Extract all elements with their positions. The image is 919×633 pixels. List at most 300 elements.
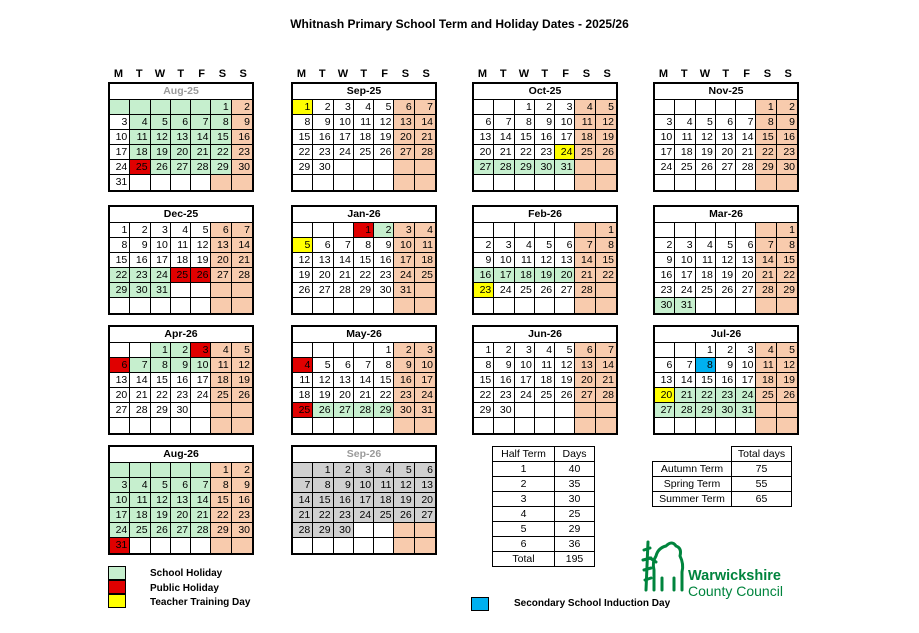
day-cell: 19 (232, 373, 252, 388)
day-cell: 12 (777, 358, 797, 373)
empty-day-cell (575, 418, 595, 433)
day-cell: 23 (716, 388, 736, 403)
empty-day-cell (293, 343, 313, 358)
day-cell: 16 (777, 130, 797, 145)
day-cell: 8 (756, 115, 776, 130)
day-of-week-label: F (743, 68, 750, 80)
day-cell: 3 (736, 343, 756, 358)
blank-cell (653, 447, 732, 462)
total-value: 195 (555, 552, 595, 567)
empty-day-cell (110, 343, 130, 358)
day-cell: 22 (596, 268, 616, 283)
half-term-cell: 2 (493, 477, 555, 492)
day-cell: 7 (415, 100, 435, 115)
day-cell: 28 (736, 160, 756, 175)
day-of-week-label: S (401, 68, 410, 80)
teacher-training-label: Teacher Training Day (150, 597, 251, 608)
empty-day-cell (474, 223, 494, 238)
day-cell: 27 (474, 160, 494, 175)
empty-day-cell (515, 223, 535, 238)
day-cell: 3 (515, 343, 535, 358)
day-cell: 6 (736, 238, 756, 253)
bear-and-ragged-staff-icon (640, 536, 688, 594)
induction-label: Secondary School Induction Day (514, 598, 671, 609)
day-cell: 26 (535, 283, 555, 298)
day-cell: 1 (474, 343, 494, 358)
day-cell: 19 (394, 493, 414, 508)
day-cell: 28 (415, 145, 435, 160)
term-days-cell: 75 (732, 462, 792, 477)
day-cell: 25 (535, 388, 555, 403)
day-cell: 10 (354, 478, 374, 493)
day-cell: 12 (293, 253, 313, 268)
day-cell: 11 (171, 238, 191, 253)
day-of-week-label: T (177, 68, 185, 80)
day-cell: 5 (696, 115, 716, 130)
empty-day-cell (171, 283, 191, 298)
day-cell: 25 (130, 523, 150, 538)
empty-day-cell (130, 343, 150, 358)
day-cell: 17 (110, 508, 130, 523)
table-row (493, 537, 595, 552)
month-block (472, 82, 618, 192)
day-cell: 24 (494, 283, 514, 298)
day-cell: 30 (313, 160, 333, 175)
day-cell: 1 (211, 463, 231, 478)
month-title: Jul-26 (655, 327, 797, 343)
empty-day-cell (777, 175, 797, 190)
day-cell: 15 (293, 130, 313, 145)
day-cell: 24 (110, 523, 130, 538)
table-row (493, 507, 595, 522)
public-holiday-swatch (108, 580, 126, 594)
empty-day-cell (334, 223, 354, 238)
empty-day-cell (313, 418, 333, 433)
day-cell: 3 (151, 223, 171, 238)
month-block (653, 82, 799, 192)
day-of-week-label: F (562, 68, 569, 80)
day-cell: 22 (515, 145, 535, 160)
empty-day-cell (151, 100, 171, 115)
day-cell: 9 (232, 478, 252, 493)
day-cell: 17 (394, 253, 414, 268)
day-cell: 29 (777, 283, 797, 298)
day-cell: 19 (191, 253, 211, 268)
day-cell: 5 (151, 478, 171, 493)
empty-day-cell (171, 463, 191, 478)
day-cell: 30 (494, 403, 514, 418)
day-cell: 7 (494, 115, 514, 130)
day-cell: 18 (211, 373, 231, 388)
day-cell: 27 (394, 145, 414, 160)
day-cell: 4 (756, 343, 776, 358)
empty-day-cell (736, 175, 756, 190)
empty-day-cell (130, 538, 150, 553)
day-cell: 7 (293, 478, 313, 493)
day-cell: 18 (535, 373, 555, 388)
table-row (493, 462, 595, 477)
empty-day-cell (675, 418, 695, 433)
month-title: Feb-26 (474, 207, 616, 223)
day-cell: 1 (354, 223, 374, 238)
day-cell: 16 (655, 268, 675, 283)
day-cell: 2 (494, 343, 514, 358)
empty-day-cell (211, 418, 231, 433)
month-title: Jan-26 (293, 207, 435, 223)
day-cell: 31 (675, 298, 695, 313)
empty-day-cell (415, 175, 435, 190)
day-cell: 28 (354, 403, 374, 418)
day-cell: 27 (110, 403, 130, 418)
day-cell: 9 (474, 253, 494, 268)
empty-day-cell (334, 343, 354, 358)
empty-day-cell (515, 418, 535, 433)
empty-day-cell (555, 403, 575, 418)
day-cell: 29 (474, 403, 494, 418)
day-cell: 5 (151, 115, 171, 130)
day-cell: 12 (151, 493, 171, 508)
day-cell: 29 (313, 523, 333, 538)
empty-day-cell (535, 223, 555, 238)
empty-day-cell (555, 175, 575, 190)
day-cell: 23 (374, 268, 394, 283)
month-title: Aug-25 (110, 84, 252, 100)
day-cell: 7 (575, 238, 595, 253)
empty-day-cell (675, 223, 695, 238)
day-of-week-label: T (318, 68, 326, 80)
day-cell: 22 (354, 268, 374, 283)
empty-day-cell (232, 298, 252, 313)
day-cell: 14 (575, 253, 595, 268)
day-cell: 10 (110, 493, 130, 508)
empty-day-cell (151, 418, 171, 433)
day-cell: 12 (313, 373, 333, 388)
day-cell: 20 (313, 268, 333, 283)
month-title: Jun-26 (474, 327, 616, 343)
day-cell: 14 (736, 130, 756, 145)
day-cell: 25 (756, 388, 776, 403)
empty-day-cell (575, 175, 595, 190)
day-cell: 15 (696, 373, 716, 388)
day-cell: 30 (130, 283, 150, 298)
empty-day-cell (535, 298, 555, 313)
empty-day-cell (394, 160, 414, 175)
day-cell: 12 (555, 358, 575, 373)
logo-text-line2: County Council (688, 583, 783, 599)
day-cell: 20 (575, 373, 595, 388)
day-cell: 8 (211, 115, 231, 130)
day-cell: 24 (655, 160, 675, 175)
day-cell: 31 (110, 175, 130, 190)
empty-day-cell (655, 343, 675, 358)
day-cell: 13 (171, 493, 191, 508)
day-cell: 23 (313, 145, 333, 160)
day-cell: 15 (374, 373, 394, 388)
empty-day-cell (596, 160, 616, 175)
day-cell: 18 (675, 145, 695, 160)
day-of-week-label: T (722, 68, 730, 80)
day-cell: 15 (777, 253, 797, 268)
empty-day-cell (232, 283, 252, 298)
day-cell: 14 (494, 130, 514, 145)
day-cell: 17 (515, 373, 535, 388)
day-cell: 23 (655, 283, 675, 298)
day-cell: 3 (334, 100, 354, 115)
empty-day-cell (655, 418, 675, 433)
day-cell: 27 (313, 283, 333, 298)
day-cell: 16 (716, 373, 736, 388)
day-cell: 3 (191, 343, 211, 358)
total-days-table (652, 446, 792, 507)
logo-text-line1: Warwickshire (688, 568, 781, 584)
empty-day-cell (415, 538, 435, 553)
day-cell: 17 (555, 130, 575, 145)
day-cell: 11 (374, 478, 394, 493)
day-cell: 30 (232, 160, 252, 175)
empty-day-cell (555, 223, 575, 238)
day-cell: 30 (334, 523, 354, 538)
empty-day-cell (415, 283, 435, 298)
day-cell: 27 (334, 403, 354, 418)
day-cell: 6 (334, 358, 354, 373)
day-cell: 24 (675, 283, 695, 298)
month-title: May-26 (293, 327, 435, 343)
empty-day-cell (151, 463, 171, 478)
day-cell: 16 (474, 268, 494, 283)
day-cell: 11 (756, 358, 776, 373)
day-cell: 5 (394, 463, 414, 478)
day-of-week-label: S (603, 68, 611, 80)
day-cell: 13 (171, 130, 191, 145)
day-cell: 11 (293, 373, 313, 388)
day-cell: 25 (575, 145, 595, 160)
day-of-week-label: S (763, 68, 772, 80)
empty-day-cell (736, 298, 756, 313)
day-cell: 24 (394, 268, 414, 283)
day-cell: 22 (696, 388, 716, 403)
day-cell: 7 (191, 478, 211, 493)
half-term-cell: 3 (493, 492, 555, 507)
day-cell: 28 (675, 403, 695, 418)
empty-day-cell (191, 298, 211, 313)
day-cell: 22 (313, 508, 333, 523)
day-cell: 1 (110, 223, 130, 238)
day-cell: 9 (374, 238, 394, 253)
day-cell: 20 (474, 145, 494, 160)
day-cell: 1 (211, 100, 231, 115)
empty-day-cell (354, 160, 374, 175)
day-cell: 31 (394, 283, 414, 298)
half-term-table (492, 446, 595, 567)
day-of-week-label: T (541, 68, 549, 80)
day-cell: 8 (151, 358, 171, 373)
day-cell: 4 (415, 223, 435, 238)
day-cell: 14 (596, 358, 616, 373)
day-cell: 2 (535, 100, 555, 115)
day-cell: 23 (334, 508, 354, 523)
school-holiday-label: School Holiday (150, 568, 223, 579)
day-cell: 8 (777, 238, 797, 253)
empty-day-cell (191, 175, 211, 190)
day-cell: 13 (474, 130, 494, 145)
day-cell: 27 (575, 388, 595, 403)
day-cell: 14 (415, 115, 435, 130)
day-cell: 27 (655, 403, 675, 418)
school-holiday-swatch (108, 566, 126, 580)
day-cell: 17 (191, 373, 211, 388)
day-cell: 21 (354, 388, 374, 403)
day-cell: 25 (130, 160, 150, 175)
day-cell: 3 (110, 115, 130, 130)
day-cell: 21 (334, 268, 354, 283)
day-cell: 8 (474, 358, 494, 373)
total-row (493, 552, 595, 567)
day-of-week-label: M (477, 68, 487, 80)
day-cell: 1 (374, 343, 394, 358)
day-cell: 17 (110, 145, 130, 160)
day-cell: 9 (232, 115, 252, 130)
day-cell: 25 (696, 283, 716, 298)
empty-day-cell (191, 403, 211, 418)
day-cell: 30 (374, 283, 394, 298)
day-cell: 3 (394, 223, 414, 238)
month-block (108, 205, 254, 315)
day-cell: 20 (555, 268, 575, 283)
empty-day-cell (191, 418, 211, 433)
day-cell: 6 (171, 478, 191, 493)
day-cell: 20 (110, 388, 130, 403)
day-cell: 29 (696, 403, 716, 418)
day-cell: 9 (130, 238, 150, 253)
day-cell: 11 (415, 238, 435, 253)
day-cell: 25 (293, 403, 313, 418)
month-title: Sep-26 (293, 447, 435, 463)
term-name-cell: Summer Term (653, 492, 732, 507)
empty-day-cell (130, 418, 150, 433)
month-block (108, 445, 254, 555)
day-cell: 22 (110, 268, 130, 283)
day-cell: 14 (191, 493, 211, 508)
day-cell: 5 (232, 343, 252, 358)
day-cell: 5 (596, 100, 616, 115)
day-cell: 27 (171, 160, 191, 175)
day-cell: 10 (515, 358, 535, 373)
day-cell: 9 (655, 253, 675, 268)
empty-day-cell (736, 418, 756, 433)
day-cell: 6 (171, 115, 191, 130)
empty-day-cell (675, 175, 695, 190)
day-cell: 16 (171, 373, 191, 388)
day-cell: 10 (494, 253, 514, 268)
day-cell: 5 (191, 223, 211, 238)
day-cell: 20 (211, 253, 231, 268)
empty-day-cell (716, 175, 736, 190)
day-cell: 11 (211, 358, 231, 373)
day-cell: 8 (110, 238, 130, 253)
empty-day-cell (313, 223, 333, 238)
day-cell: 31 (415, 403, 435, 418)
day-cell: 21 (596, 373, 616, 388)
day-cell: 30 (716, 403, 736, 418)
day-cell: 24 (334, 145, 354, 160)
day-of-week-header (472, 68, 618, 80)
month-block (108, 325, 254, 435)
day-cell: 25 (211, 388, 231, 403)
day-cell: 15 (211, 130, 231, 145)
day-cell: 3 (415, 343, 435, 358)
empty-day-cell (354, 343, 374, 358)
empty-day-cell (756, 298, 776, 313)
day-cell: 26 (394, 508, 414, 523)
table-row (493, 492, 595, 507)
day-cell: 29 (515, 160, 535, 175)
day-cell: 12 (394, 478, 414, 493)
day-cell: 22 (151, 388, 171, 403)
empty-day-cell (394, 523, 414, 538)
days-cell: 29 (555, 522, 595, 537)
day-cell: 19 (151, 145, 171, 160)
day-cell: 18 (130, 508, 150, 523)
day-of-week-label: M (113, 68, 123, 80)
empty-day-cell (211, 175, 231, 190)
day-cell: 18 (293, 388, 313, 403)
day-cell: 12 (696, 130, 716, 145)
day-cell: 13 (415, 478, 435, 493)
day-cell: 23 (535, 145, 555, 160)
day-cell: 27 (555, 283, 575, 298)
empty-day-cell (756, 418, 776, 433)
day-cell: 8 (293, 115, 313, 130)
page-title: Whitnash Primary School Term and Holiday Dates - 2025/26 (290, 17, 629, 31)
empty-day-cell (232, 538, 252, 553)
day-cell: 10 (110, 130, 130, 145)
day-cell: 23 (494, 388, 514, 403)
day-cell: 13 (655, 373, 675, 388)
day-cell: 1 (151, 343, 171, 358)
day-cell: 4 (130, 478, 150, 493)
day-cell: 19 (716, 268, 736, 283)
day-cell: 20 (394, 130, 414, 145)
empty-day-cell (575, 223, 595, 238)
day-cell: 24 (515, 388, 535, 403)
month-block (291, 205, 437, 315)
day-cell: 4 (515, 238, 535, 253)
day-of-week-label: W (337, 68, 349, 80)
day-cell: 23 (171, 388, 191, 403)
day-cell: 17 (415, 373, 435, 388)
empty-day-cell (474, 298, 494, 313)
day-cell: 24 (354, 508, 374, 523)
day-of-week-label: M (296, 68, 306, 80)
day-cell: 18 (354, 130, 374, 145)
day-cell: 21 (494, 145, 514, 160)
day-cell: 2 (334, 463, 354, 478)
day-cell: 15 (151, 373, 171, 388)
day-cell: 26 (313, 403, 333, 418)
empty-day-cell (151, 298, 171, 313)
teacher-training-swatch (108, 594, 126, 608)
day-cell: 2 (232, 463, 252, 478)
empty-day-cell (293, 175, 313, 190)
day-cell: 20 (415, 493, 435, 508)
empty-day-cell (394, 175, 414, 190)
empty-day-cell (191, 100, 211, 115)
day-cell: 21 (191, 145, 211, 160)
day-cell: 11 (675, 130, 695, 145)
empty-day-cell (211, 403, 231, 418)
day-cell: 7 (232, 223, 252, 238)
day-cell: 27 (415, 508, 435, 523)
